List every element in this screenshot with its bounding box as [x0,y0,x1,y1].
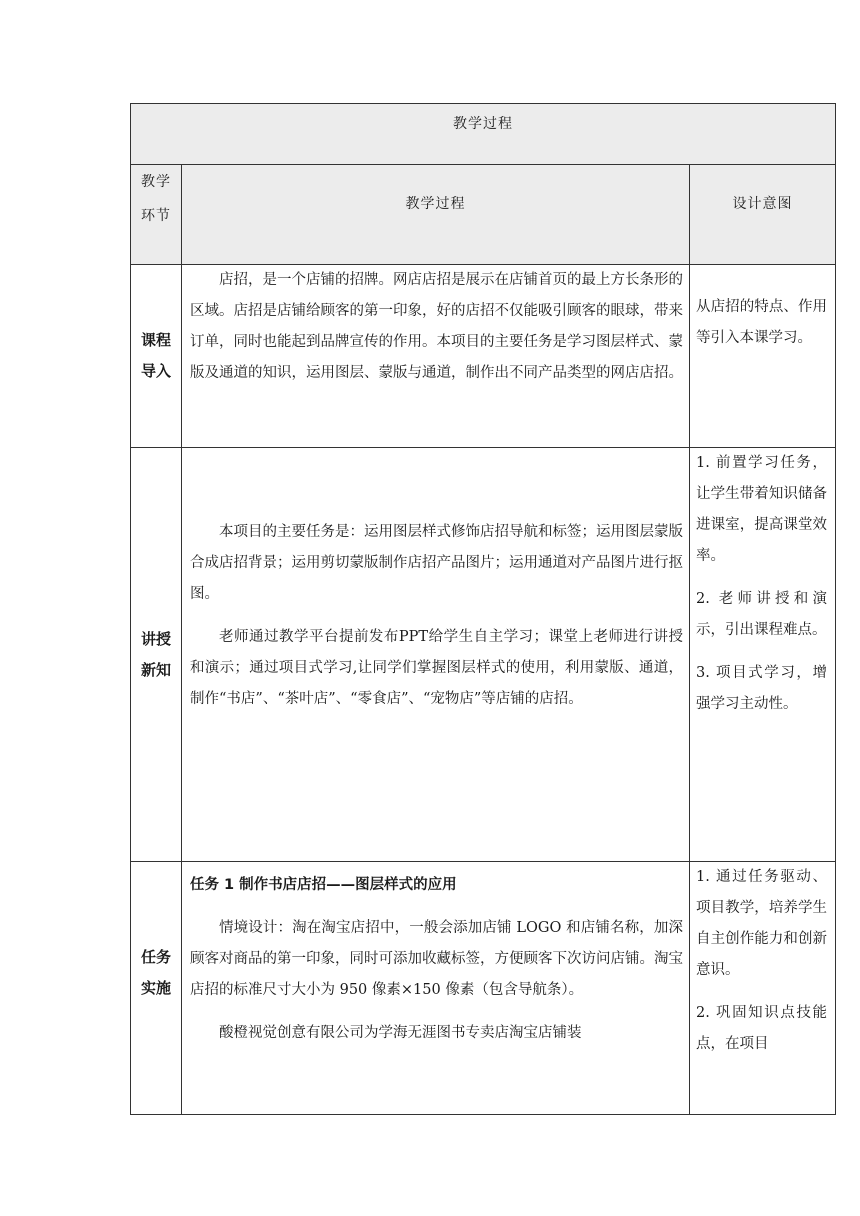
process-cell [182,448,690,862]
stage-label-line-2: 新知 [140,660,171,679]
intent-item: 3. 项目式学习，增强学习主动性。 [696,665,828,712]
intent-item: 2. 老师讲授和演示，引出课程难点。 [696,591,828,638]
intent-cell [690,862,836,1115]
intent-item: 1. 通过任务驱动、项目教学，培养学生自主创作能力和创新意识。 [696,869,828,978]
process-paragraph: 情境设计：淘在淘宝店招中，一般会添加店铺 LOGO 和店铺名称，加深顾客对商品的第一印象，同时可添加收藏标签，方便顾客下次访问店铺。淘宝店招的标准尺寸大小为 950 像素×150 像素（包含导航条）。 [190,920,683,998]
table-title-cell [131,104,836,165]
stage-label-line-1: 课程 [140,331,171,349]
intent-header-label: 设计意图 [732,196,793,212]
task-title: 任务 1 制作书店店招——图层样式的应用 [190,877,457,893]
table-row [131,862,836,1115]
process-paragraph: 本项目的主要任务是：运用图层样式修饰店招导航和标签；运用图层蒙版合成店招背景；运用剪切蒙版制作店招产品图片；运用通道对产品图片进行抠图。 [190,524,683,602]
stage-cell [131,862,182,1115]
process-cell [182,862,690,1115]
intent-item: 1. 前置学习任务，让学生带着知识储备进课室，提高课堂效率。 [696,455,828,564]
stage-label-line-1: 讲授 [140,629,171,648]
process-paragraph: 老师通过教学平台提前发布PPT给学生自主学习；课堂上老师进行讲授和演示；通过项目式学习,让同学们掌握图层样式的使用，利用蒙版、通道，制作“书店”、“茶叶店”、“零食店”、“宠物店”等店铺的店招。 [190,629,683,707]
teaching-process-table [130,103,836,1115]
table-row [131,448,836,862]
stage-label-line-1: 任务 [140,948,171,966]
intent-cell [690,265,836,448]
stage-cell [131,265,182,448]
stage-header [131,165,182,265]
process-paragraph: 店招，是一个店铺的招牌。网店店招是展示在店铺首页的最上方长条形的区域。店招是店铺给顾客的第一印象，好的店招不仅能吸引顾客的眼球，带来订单，同时也能起到品牌宣传的作用。本项目的主要任务是学习图层样式、蒙版及通道的知识，运用图层、蒙版与通道，制作出不同产品类型的网店店招。 [190,272,683,381]
intent-cell [690,448,836,862]
intent-item: 2. 巩固知识点技能点，在项目 [696,1005,828,1052]
stage-header-line-2: 环节 [141,208,171,224]
table-row [131,265,836,448]
intent-paragraph: 从店招的特点、作用等引入本课学习。 [696,299,828,346]
table-title: 教学过程 [453,116,513,132]
process-cell [182,265,690,448]
intent-header [690,165,836,265]
stage-label-line-2: 实施 [140,979,171,997]
process-header [182,165,690,265]
stage-label-line-2: 导入 [140,362,171,380]
process-header-label: 教学过程 [405,196,466,212]
process-paragraph: 酸橙视觉创意有限公司为学海无涯图书专卖店淘宝店铺装 [219,1025,582,1041]
stage-header-line-1: 教学 [141,174,171,190]
stage-cell [131,448,182,862]
